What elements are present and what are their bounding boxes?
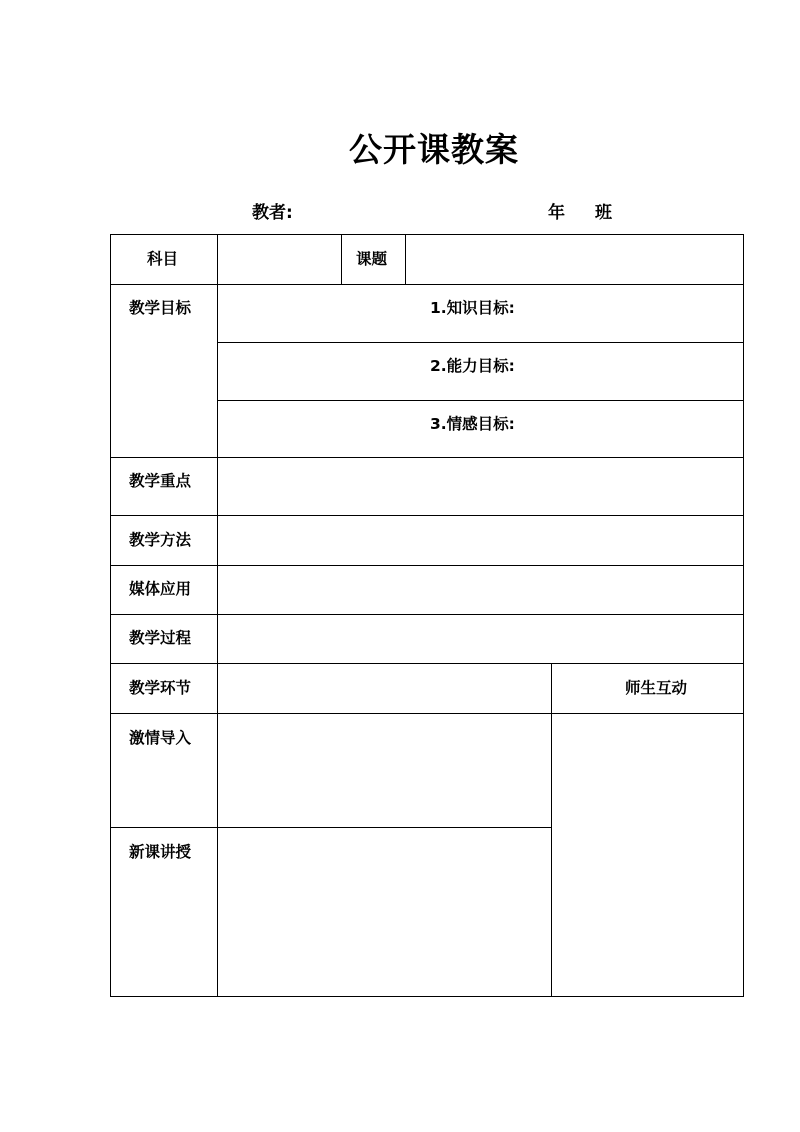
knowledge-objective: 1.知识目标: [430, 299, 515, 317]
intro-field[interactable] [218, 714, 551, 827]
class-label: 班 [595, 203, 612, 223]
grade-label: 年 [548, 203, 565, 223]
key-points-label: 教学重点 [129, 472, 192, 490]
interaction-field[interactable] [552, 714, 743, 996]
topic-label: 课题 [356, 250, 388, 268]
stages-label: 教学环节 [129, 679, 192, 697]
intro-label: 激情导入 [129, 729, 192, 747]
interaction-label: 师生互动 [625, 679, 688, 697]
ability-objective: 2.能力目标: [430, 357, 515, 375]
methods-field[interactable] [218, 516, 743, 565]
emotion-objective: 3.情感目标: [430, 415, 515, 433]
subject-field[interactable] [218, 235, 341, 284]
topic-field[interactable] [406, 235, 743, 284]
new-lesson-field[interactable] [218, 828, 551, 996]
media-field[interactable] [218, 566, 743, 614]
process-label: 教学过程 [129, 629, 192, 647]
subject-label: 科目 [147, 250, 179, 268]
key-points-field[interactable] [218, 458, 743, 515]
objectives-label: 教学目标 [129, 299, 192, 317]
methods-label: 教学方法 [129, 531, 192, 549]
new-lesson-label: 新课讲授 [129, 843, 192, 861]
process-field[interactable] [218, 615, 743, 663]
teacher-label: 教者: [252, 203, 293, 223]
media-label: 媒体应用 [129, 580, 192, 598]
page-title: 公开课教案 [349, 130, 519, 169]
